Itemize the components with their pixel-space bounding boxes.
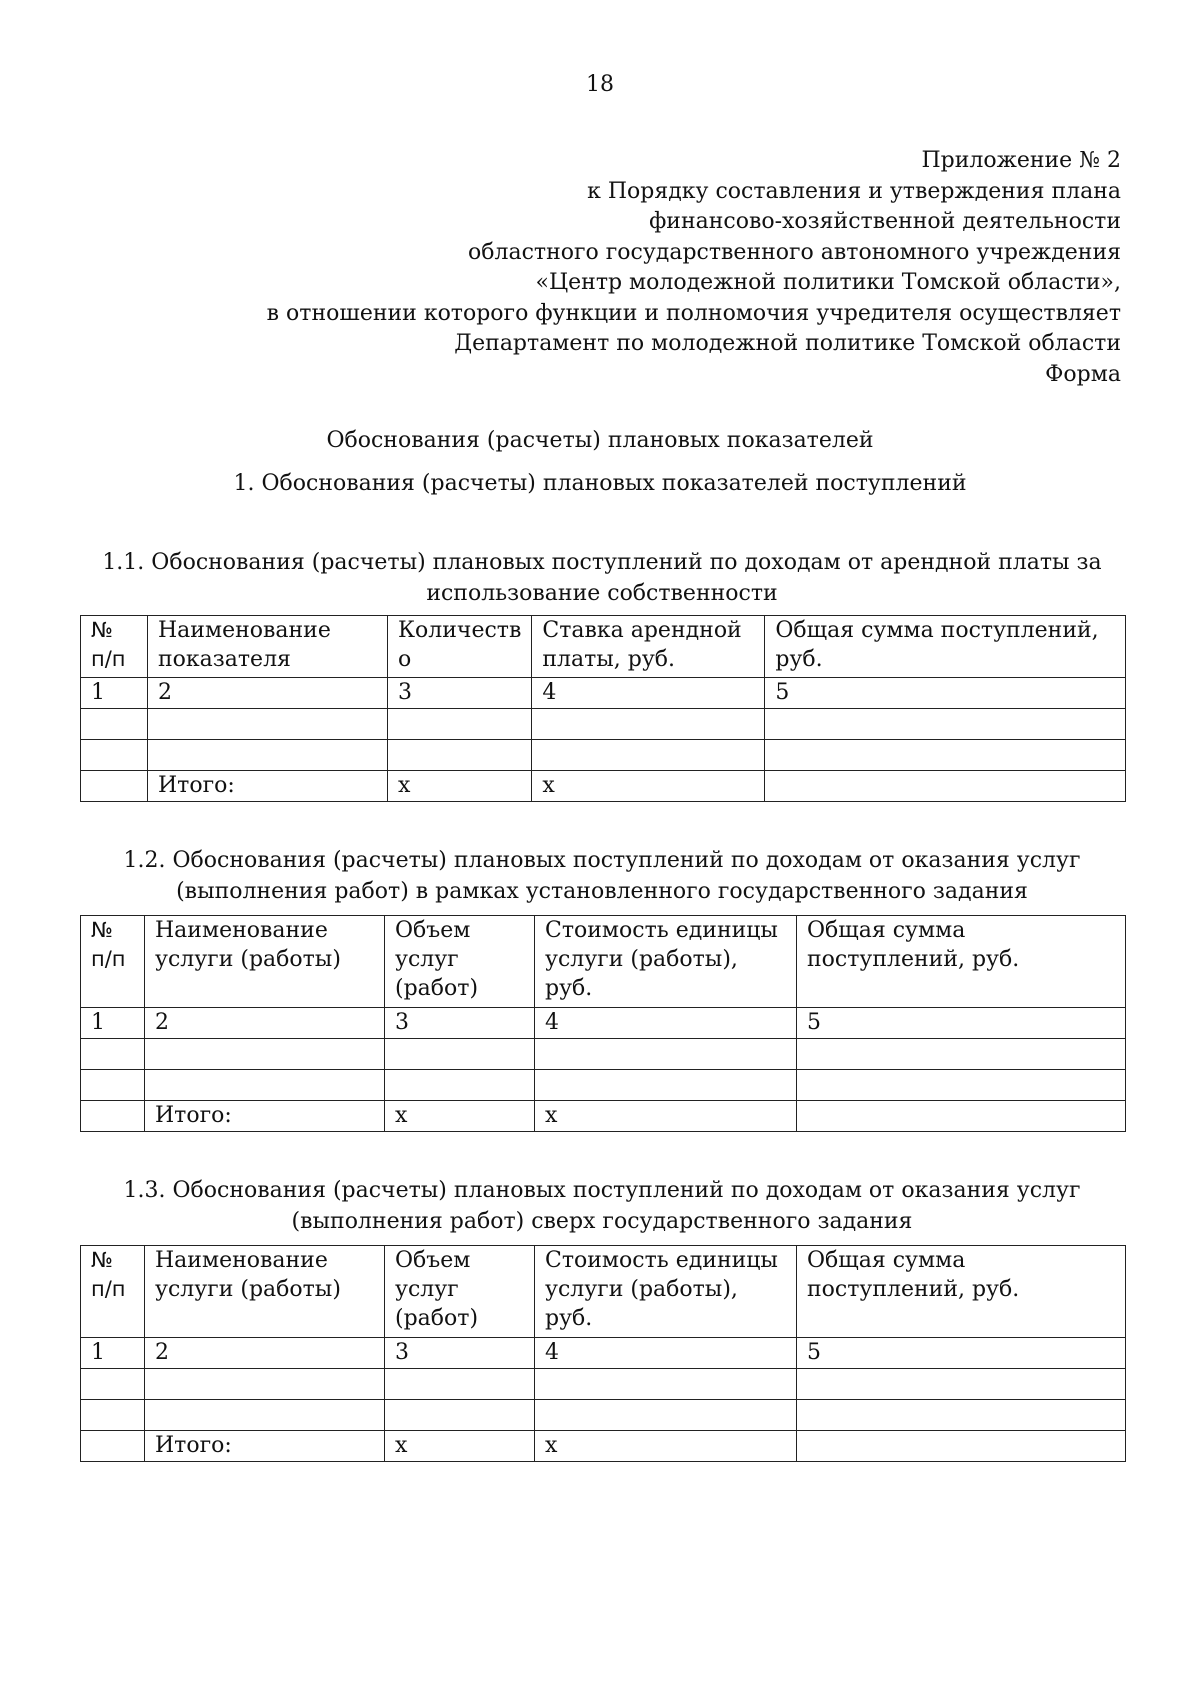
cell: 3 [385, 1008, 535, 1039]
appendix-line: к Порядку составления и утверждения плана [587, 178, 1121, 204]
table-1-3 [80, 1245, 1126, 1462]
subsection-title-1-2 [80, 846, 1124, 907]
appendix-line: в отношении которого функции и полномочия учредителя осуществляет [266, 300, 1121, 326]
subsection-title-line: 1.2. Обоснования (расчеты) плановых поступлений по доходам от оказания услуг [123, 848, 1081, 873]
header-cell: Наименование показателя [148, 616, 388, 678]
cell: х [535, 1101, 797, 1132]
cell: 4 [535, 1008, 797, 1039]
cell: х [388, 771, 532, 802]
cell: 1 [81, 678, 148, 709]
cell [81, 771, 148, 802]
subsection-title-line: 1.1. Обоснования (расчеты) плановых поступлений по доходам от арендной платы за [102, 550, 1102, 575]
column-number-row [81, 678, 1126, 709]
empty-row [81, 1400, 1126, 1431]
cell: 3 [388, 678, 532, 709]
cell [388, 709, 532, 740]
cell [765, 709, 1126, 740]
table-header-row [81, 916, 1126, 1008]
empty-row [81, 1070, 1126, 1101]
header-cell: Общая сумма поступлений, руб. [797, 916, 1126, 1008]
cell: 4 [532, 678, 765, 709]
header-cell: Наименование услуги (работы) [145, 916, 385, 1008]
cell: 5 [797, 1338, 1126, 1369]
cell [535, 1400, 797, 1431]
cell: х [385, 1431, 535, 1462]
header-cell: Наименование услуги (работы) [145, 1246, 385, 1338]
cell [148, 740, 388, 771]
cell [797, 1070, 1126, 1101]
total-row [81, 1431, 1126, 1462]
cell [797, 1369, 1126, 1400]
cell: 1 [81, 1008, 145, 1039]
cell [385, 1369, 535, 1400]
cell: х [532, 771, 765, 802]
cell [145, 1039, 385, 1070]
document-title: Обоснования (расчеты) плановых показателей [326, 428, 874, 453]
appendix-line: Департамент по молодежной политике Томской области [454, 331, 1121, 356]
appendix-line: финансово-хозяйственной деятельности [649, 209, 1121, 234]
cell [385, 1039, 535, 1070]
cell [81, 1039, 145, 1070]
total-label: Итого: [145, 1101, 385, 1132]
form-label: Форма [1045, 361, 1121, 387]
table-header-row [81, 616, 1126, 678]
cell [797, 1039, 1126, 1070]
appendix-line: Приложение № 2 [921, 148, 1121, 173]
cell [765, 740, 1126, 771]
cell [532, 709, 765, 740]
appendix-line: областного государственного автономного учреждения [468, 239, 1121, 265]
cell [535, 1070, 797, 1101]
empty-row [81, 1369, 1126, 1400]
cell [797, 1400, 1126, 1431]
cell: х [385, 1101, 535, 1132]
header-cell: № п/п [81, 916, 145, 1008]
empty-row [81, 740, 1126, 771]
header-cell: № п/п [81, 616, 148, 678]
cell [797, 1101, 1126, 1132]
header-cell: Стоимость единицы услуги (работы), руб. [535, 1246, 797, 1338]
empty-row [81, 709, 1126, 740]
cell: 2 [145, 1338, 385, 1369]
subsection-title-line: 1.3. Обоснования (расчеты) плановых поступлений по доходам от оказания услуг [123, 1178, 1081, 1203]
cell: 2 [148, 678, 388, 709]
cell [385, 1070, 535, 1101]
total-row [81, 1101, 1126, 1132]
cell: 5 [797, 1008, 1126, 1039]
cell: 1 [81, 1338, 145, 1369]
header-cell: Объем услуг (работ) [385, 916, 535, 1008]
cell [145, 1369, 385, 1400]
cell: 2 [145, 1008, 385, 1039]
table-header-row [81, 1246, 1126, 1338]
total-label: Итого: [145, 1431, 385, 1462]
table-1-2 [80, 915, 1126, 1132]
cell [81, 709, 148, 740]
header-cell: Стоимость единицы услуги (работы), руб. [535, 916, 797, 1008]
cell [81, 1400, 145, 1431]
cell [81, 740, 148, 771]
column-number-row [81, 1338, 1126, 1369]
subsection-title-line: (выполнения работ) сверх государственного задания [291, 1208, 913, 1234]
cell [388, 740, 532, 771]
section-title: 1. Обоснования (расчеты) плановых показателей поступлений [233, 471, 967, 496]
cell: х [535, 1431, 797, 1462]
cell [385, 1400, 535, 1431]
appendix-line: «Центр молодежной политики Томской области», [535, 270, 1121, 295]
header-cell: Общая сумма поступлений, руб. [765, 616, 1126, 678]
cell [81, 1070, 145, 1101]
cell [148, 709, 388, 740]
cell [145, 1070, 385, 1101]
subsection-title-1-3 [80, 1176, 1124, 1237]
cell [532, 740, 765, 771]
subsection-title-line: (выполнения работ) в рамках установленного государственного задания [176, 878, 1028, 904]
cell [765, 771, 1126, 802]
page-number: 18 [586, 72, 614, 97]
total-label: Итого: [148, 771, 388, 802]
header-cell: Количеств о [388, 616, 532, 678]
subsection-title-1-1 [80, 548, 1124, 609]
header-cell: Общая сумма поступлений, руб. [797, 1246, 1126, 1338]
cell [535, 1369, 797, 1400]
cell [145, 1400, 385, 1431]
cell: 4 [535, 1338, 797, 1369]
appendix-block [267, 146, 1121, 390]
header-cell: Ставка арендной платы, руб. [532, 616, 765, 678]
cell: 3 [385, 1338, 535, 1369]
header-cell: Объем услуг (работ) [385, 1246, 535, 1338]
cell [535, 1039, 797, 1070]
cell: 5 [765, 678, 1126, 709]
header-cell: № п/п [81, 1246, 145, 1338]
cell [81, 1431, 145, 1462]
cell [81, 1369, 145, 1400]
column-number-row [81, 1008, 1126, 1039]
subsection-title-line: использование собственности [426, 580, 778, 606]
cell [81, 1101, 145, 1132]
cell [797, 1431, 1126, 1462]
total-row [81, 771, 1126, 802]
empty-row [81, 1039, 1126, 1070]
table-1-1 [80, 615, 1126, 802]
